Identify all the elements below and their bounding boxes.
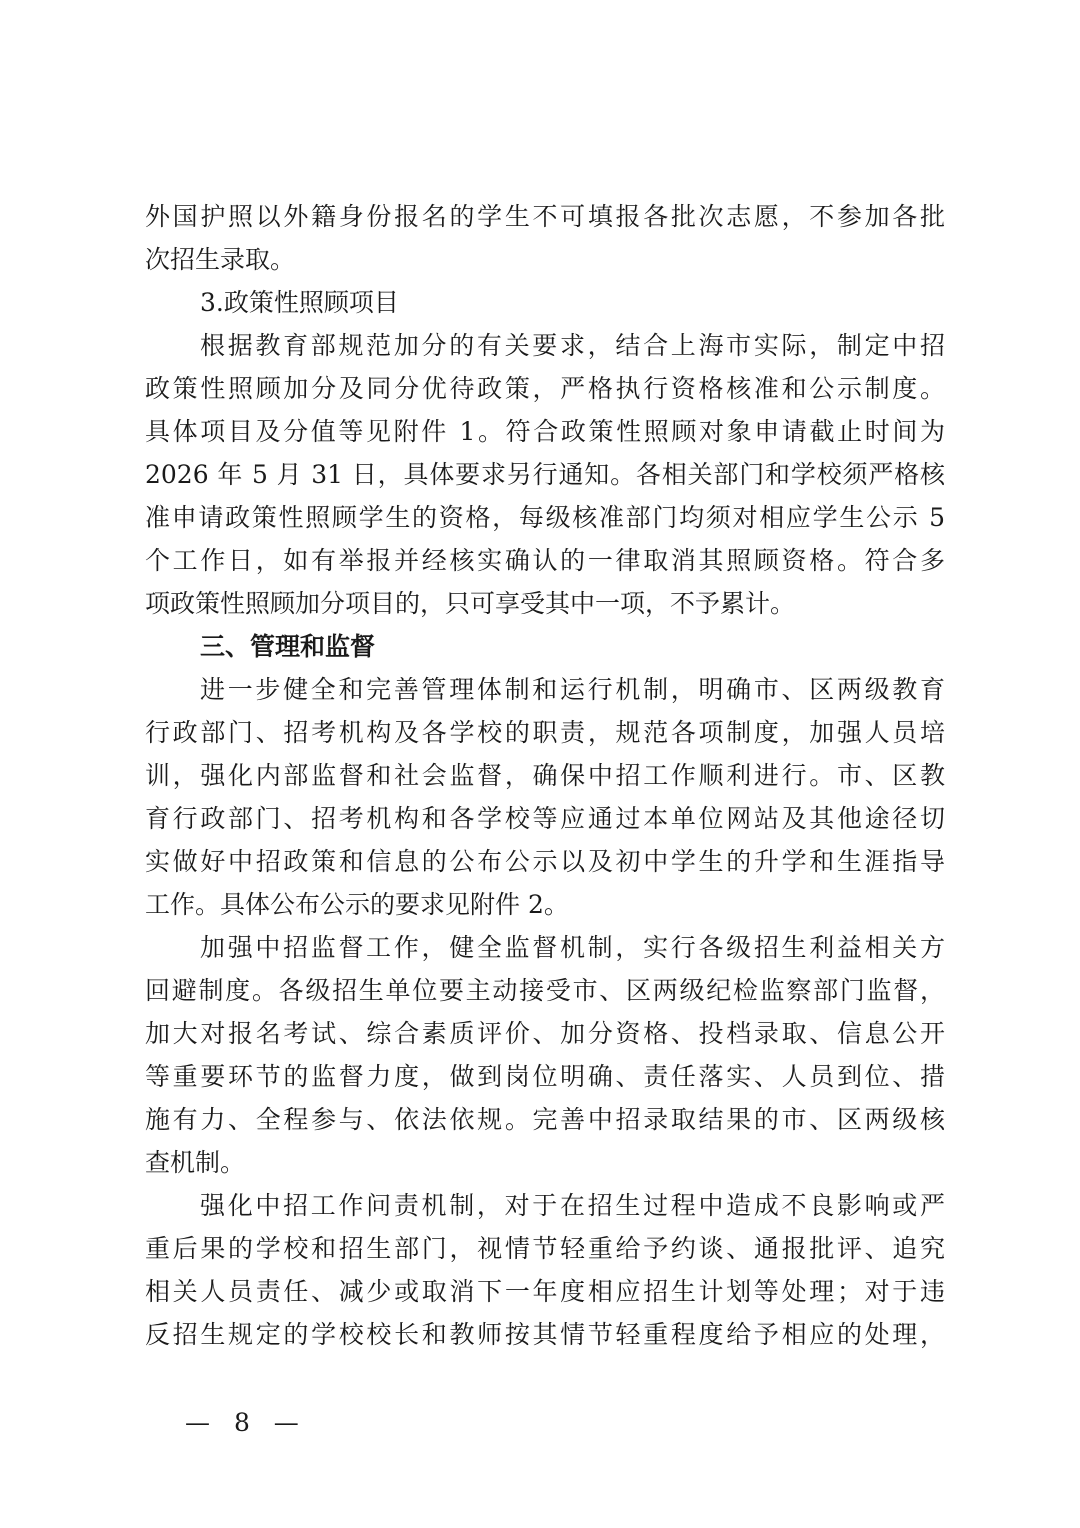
paragraph-line: 行政部门、招考机构及各学校的职责，规范各项制度，加强人员培 [145, 718, 945, 747]
paragraph-line: 育行政部门、招考机构和各学校等应通过本单位网站及其他途径切 [145, 804, 945, 833]
paragraph-line: 进一步健全和完善管理体制和运行机制，明确市、区两级教育 [200, 675, 945, 704]
paragraph-line: 强化中招工作问责机制，对于在招生过程中造成不良影响或严 [200, 1191, 945, 1220]
section-heading: 三、管理和监督 [200, 632, 376, 661]
page-number: — 8 — [185, 1408, 307, 1437]
paragraph-line: 2026 年 5 月 31 日，具体要求另行通知。各相关部门和学校须严格核 [145, 460, 945, 489]
paragraph-line: 根据教育部规范加分的有关要求，结合上海市实际，制定中招 [200, 331, 945, 360]
paragraph-line: 加强中招监督工作，健全监督机制，实行各级招生利益相关方 [200, 933, 945, 962]
paragraph-line: 政策性照顾加分及同分优待政策，严格执行资格核准和公示制度。 [145, 374, 945, 403]
paragraph-line: 相关人员责任、减少或取消下一年度相应招生计划等处理；对于违 [145, 1277, 945, 1306]
paragraph-line: 实做好中招政策和信息的公布公示以及初中学生的升学和生涯指导 [145, 847, 945, 876]
paragraph-line: 等重要环节的监督力度，做到岗位明确、责任落实、人员到位、措 [145, 1062, 945, 1091]
paragraph-line: 查机制。 [145, 1148, 246, 1177]
paragraph-line: 加大对报名考试、综合素质评价、加分资格、投档录取、信息公开 [145, 1019, 945, 1048]
paragraph-line: 施有力、全程参与、依法依规。完善中招录取结果的市、区两级核 [145, 1105, 945, 1134]
paragraph-line: 工作。具体公布公示的要求见附件 2。 [145, 890, 569, 919]
paragraph-line: 回避制度。各级招生单位要主动接受市、区两级纪检监察部门监督， [145, 976, 945, 1005]
paragraph-line: 次招生录取。 [145, 245, 296, 274]
paragraph-line: 重后果的学校和招生部门，视情节轻重给予约谈、通报批评、追究 [145, 1234, 945, 1263]
paragraph-line: 具体项目及分值等见附件 1。符合政策性照顾对象申请截止时间为 [145, 417, 945, 446]
paragraph-line: 个工作日，如有举报并经核实确认的一律取消其照顾资格。符合多 [145, 546, 945, 575]
paragraph-line: 外国护照以外籍身份报名的学生不可填报各批次志愿，不参加各批 [145, 202, 945, 231]
paragraph-line: 项政策性照顾加分项目的，只可享受其中一项，不予累计。 [145, 589, 796, 618]
paragraph-line: 准申请政策性照顾学生的资格，每级核准部门均须对相应学生公示 5 [145, 503, 945, 532]
paragraph-line: 反招生规定的学校校长和教师按其情节轻重程度给予相应的处理， [145, 1320, 945, 1349]
subsection-title: 3.政策性照顾项目 [200, 288, 399, 317]
paragraph-line: 训，强化内部监督和社会监督，确保中招工作顺利进行。市、区教 [145, 761, 945, 790]
document-body [145, 195, 945, 1356]
